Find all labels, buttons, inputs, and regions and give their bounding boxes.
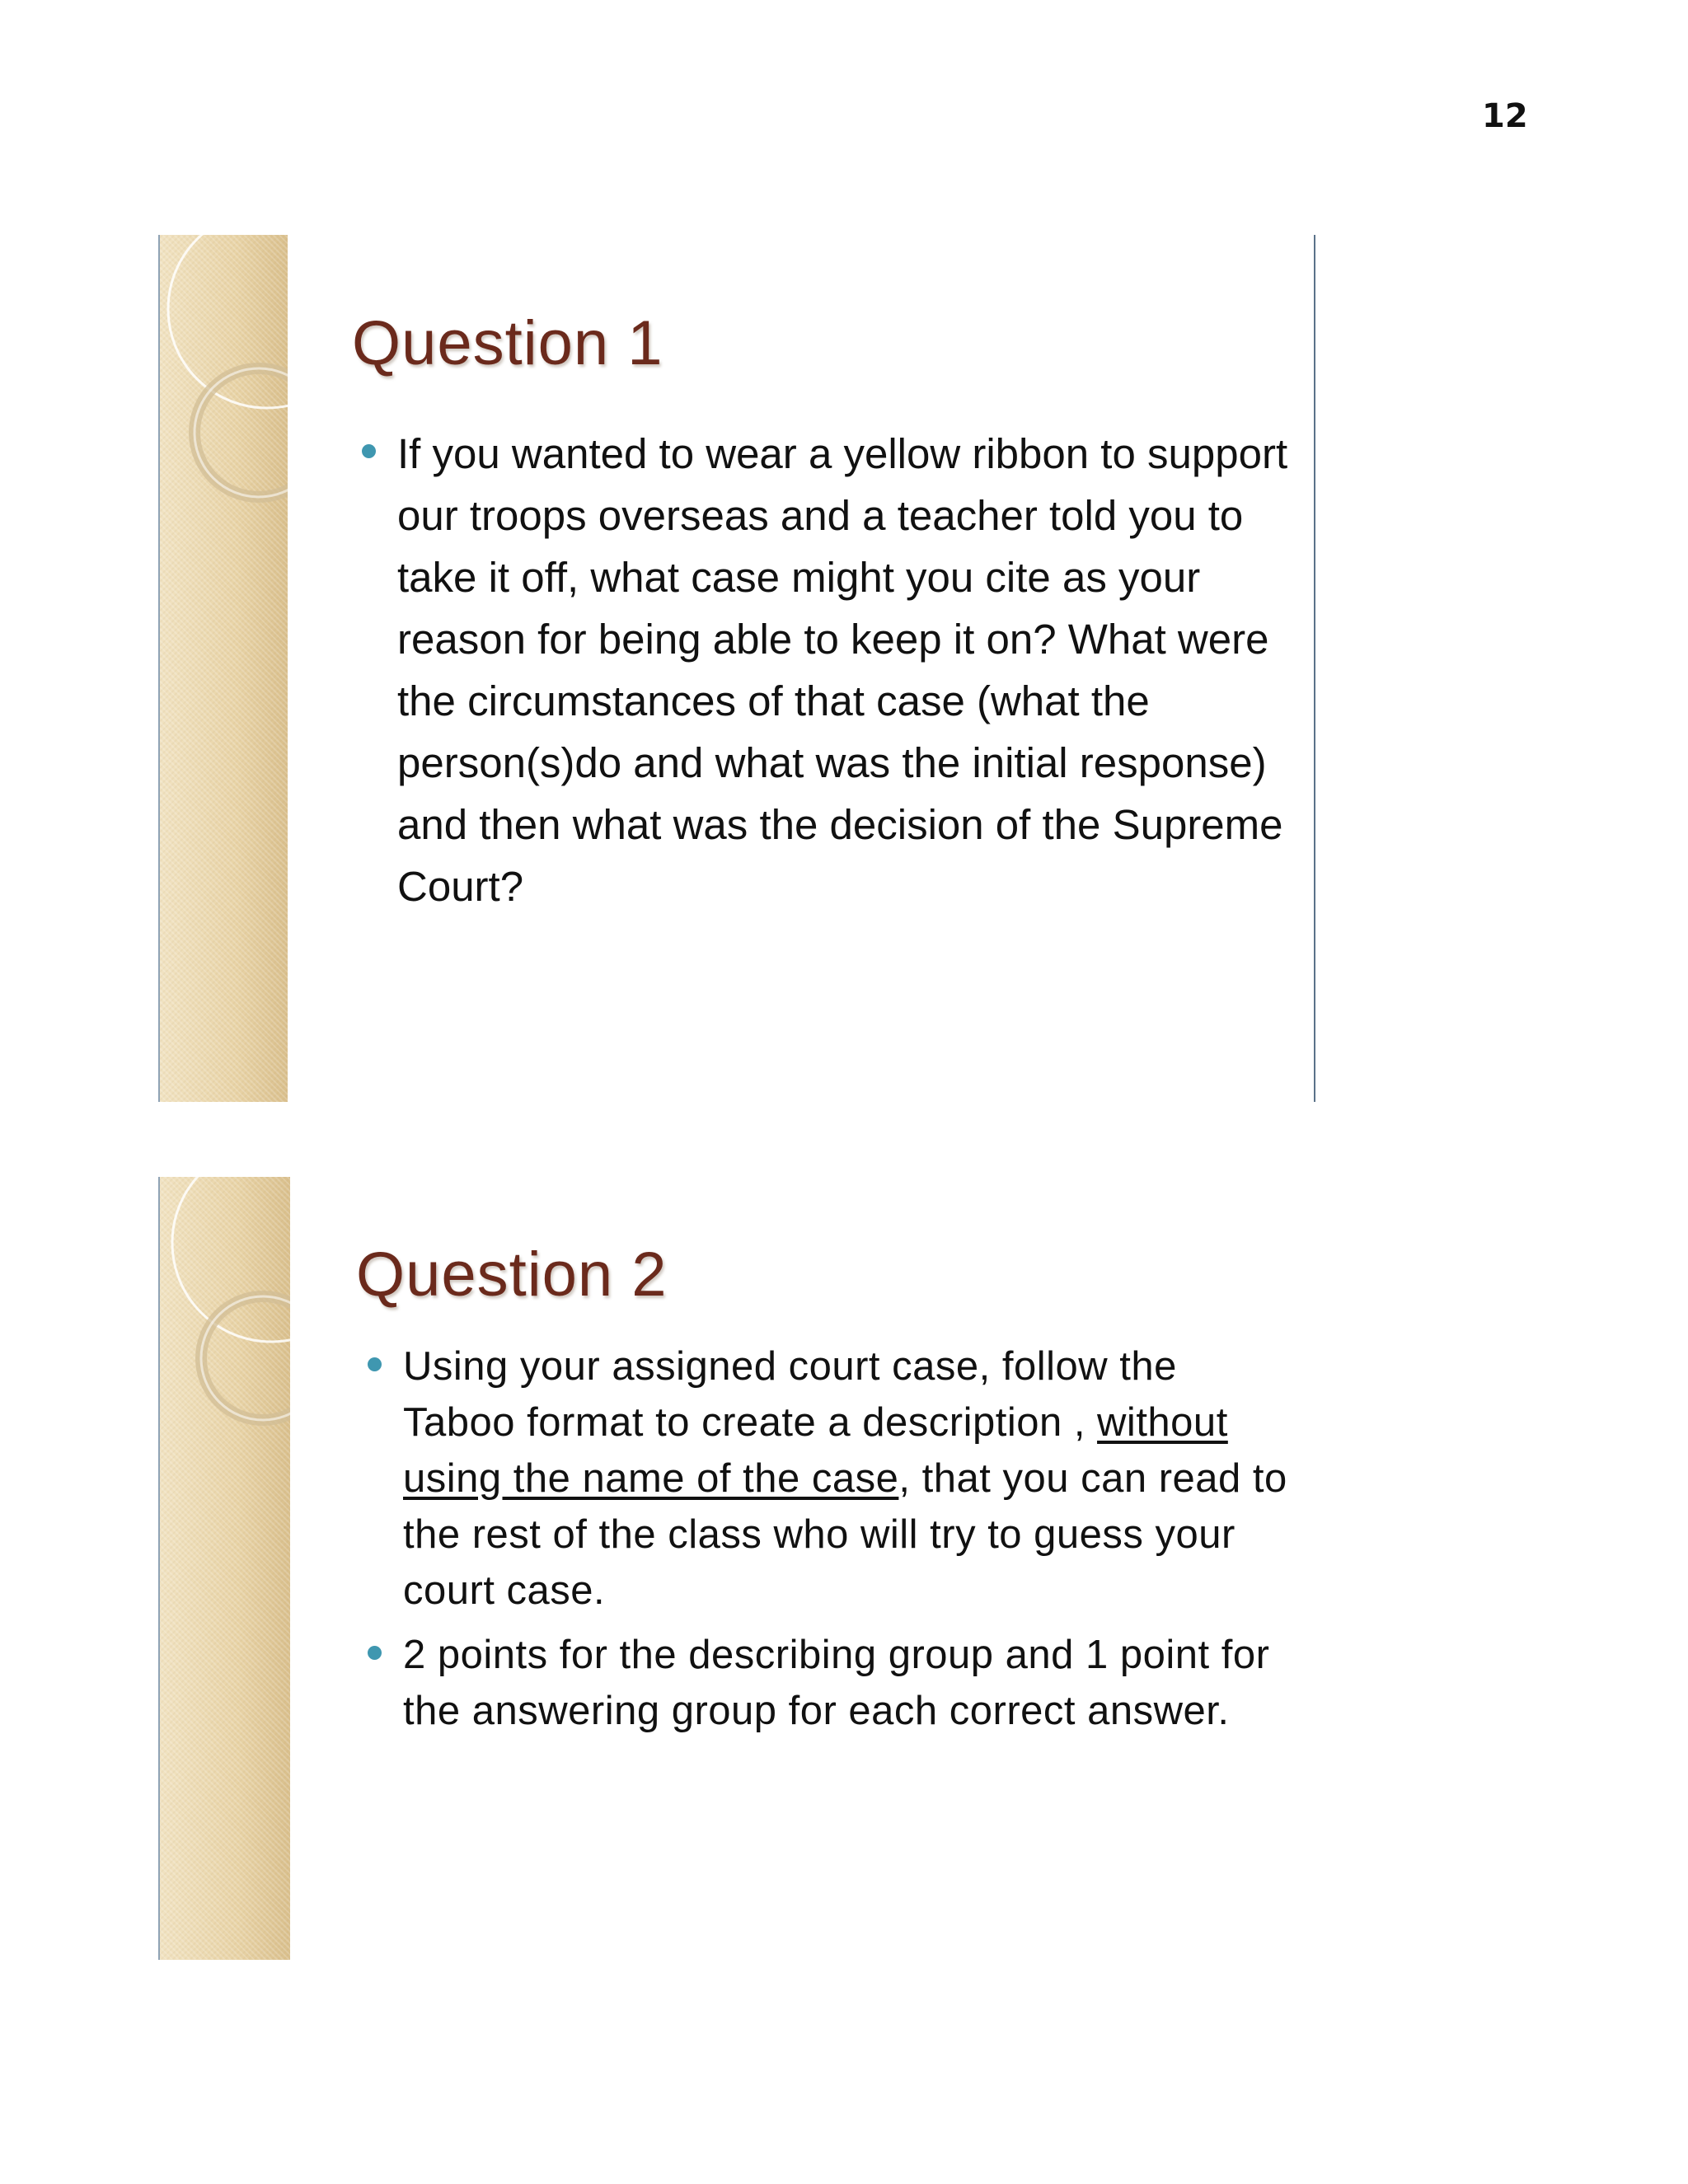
- bullet-item: [366, 1338, 1297, 1619]
- bullet-text-underlined: without using the name of the case: [403, 1400, 1228, 1501]
- decorative-side-band: [158, 1177, 290, 1960]
- bullet-dot-icon: [368, 1357, 382, 1371]
- circle-ornament-icon: [160, 1177, 290, 1960]
- bullet-list: [366, 1338, 1297, 1747]
- slide-title: Question 2: [356, 1240, 668, 1310]
- bullet-list: [360, 423, 1292, 926]
- slide-question-2: [158, 1177, 1314, 1960]
- bullet-text-after: , that you can read to the rest of the class who will try to guess your court case.: [403, 1456, 1287, 1613]
- slide-question-1: [158, 235, 1315, 1102]
- bullet-text: 2 points for the describing group and 1 point for the answering group for each correct answer.: [403, 1633, 1270, 1733]
- decorative-side-band: [158, 235, 288, 1102]
- bullet-item: [366, 1627, 1297, 1739]
- bullet-text: If you wanted to wear a yellow ribbon to support our troops overseas and a teacher told you to take it off, what case might you cite as your reason for being able to keep it on? What were the circumstances of that case (what the person(s)do and what was the initial response) and then what was the decision of the Supreme Court?: [397, 430, 1288, 910]
- page-number: 12: [1482, 97, 1528, 135]
- bullet-dot-icon: [368, 1646, 382, 1660]
- slide-title: Question 1: [352, 308, 663, 378]
- bullet-text-before: Using your assigned court case, follow the Taboo format to create a description ,: [403, 1344, 1177, 1445]
- bullet-dot-icon: [362, 444, 376, 458]
- bullet-item: [360, 423, 1292, 917]
- circle-ornament-icon: [160, 235, 288, 1102]
